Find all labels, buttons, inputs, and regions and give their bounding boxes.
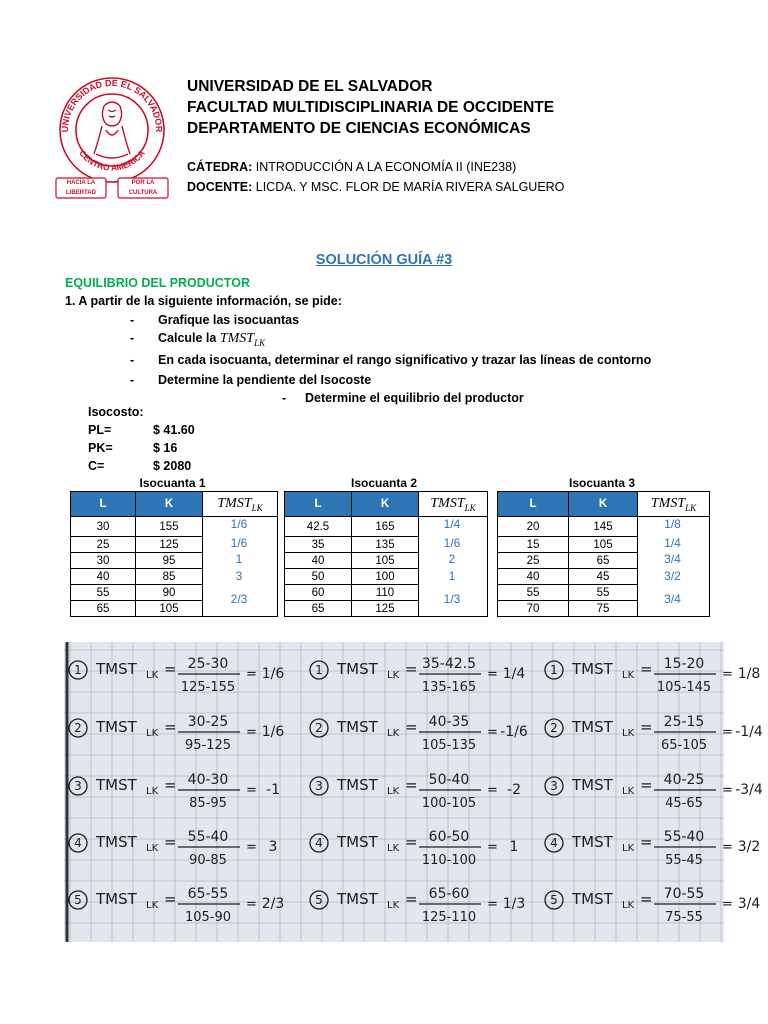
svg-text:2/3: 2/3: [261, 896, 285, 912]
cell-k: 155: [136, 517, 203, 537]
svg-text:100-105: 100-105: [421, 796, 477, 811]
cell-k: 85: [136, 569, 203, 585]
cell-k: 125: [352, 601, 419, 617]
svg-text:TMST: TMST: [572, 833, 613, 851]
svg-text:3/2: 3/2: [737, 839, 761, 855]
svg-text:LK: LK: [387, 670, 400, 681]
cell-l: 40: [285, 553, 352, 569]
column-header-tmst: $TMST_{LK}$: [419, 492, 488, 517]
svg-text:90-85: 90-85: [189, 853, 227, 868]
svg-text:LK: LK: [387, 728, 400, 739]
svg-text:3: 3: [74, 779, 82, 793]
svg-text:2: 2: [74, 721, 82, 735]
cell-k: 135: [352, 537, 419, 553]
svg-text:TMST: TMST: [572, 776, 613, 794]
tmst-value: 1: [235, 552, 243, 566]
svg-text:TMST: TMST: [96, 718, 137, 736]
isocost-value: $ 41.60: [153, 423, 195, 437]
cell-k: 55: [569, 585, 638, 601]
bullet-text: Determine la pendiente del Isocoste: [158, 373, 372, 387]
column-header-k: K: [136, 492, 203, 517]
isocost-label: Isocosto:: [88, 405, 144, 419]
column-header-l: L: [71, 492, 136, 517]
cell-l: 70: [498, 601, 569, 617]
docente-label: DOCENTE:: [187, 180, 253, 194]
svg-text:TMST: TMST: [96, 890, 137, 908]
svg-text:LK: LK: [146, 900, 159, 911]
cell-k: 105: [352, 553, 419, 569]
svg-text:=: =: [722, 725, 733, 740]
svg-text:-3/4: -3/4: [735, 782, 763, 798]
handwritten-solutions-photo: [64, 642, 763, 942]
cell-l: 60: [285, 585, 352, 601]
svg-text:=: =: [164, 890, 177, 908]
svg-text:=: =: [164, 718, 177, 736]
cell-l: 30: [71, 517, 136, 537]
svg-text:TMST: TMST: [337, 890, 378, 908]
tmst-value: 3/4: [664, 552, 681, 566]
svg-text:25-15: 25-15: [663, 714, 705, 730]
tmst-value: 2/3: [230, 592, 248, 606]
svg-text:55-40: 55-40: [663, 829, 705, 845]
svg-text:=: =: [246, 667, 257, 682]
svg-text:=: =: [405, 776, 418, 794]
svg-text:=: =: [640, 890, 653, 908]
svg-text:TMST: TMST: [96, 660, 137, 678]
bullet-item: - En cada isocuanta, determinar el rango significativo y trazar las líneas de contorno: [130, 353, 652, 367]
svg-text:TMST: TMST: [572, 890, 613, 908]
tmst-value: 1/4: [664, 536, 681, 550]
column-header-l: L: [285, 492, 352, 517]
svg-text:LK: LK: [622, 728, 635, 739]
svg-text:-1/4: -1/4: [735, 724, 763, 740]
cell-l: 35: [285, 537, 352, 553]
svg-text:40-25: 40-25: [663, 772, 705, 788]
svg-text:=: =: [246, 783, 257, 798]
svg-text:=: =: [722, 667, 733, 682]
svg-text:85-95: 85-95: [189, 796, 227, 811]
docente-line: [187, 180, 564, 194]
svg-text:1/4: 1/4: [502, 666, 526, 682]
cell-l: 20: [498, 517, 569, 537]
cell-l: 65: [71, 601, 136, 617]
svg-text:105-135: 105-135: [421, 738, 477, 753]
cell-k: 145: [569, 517, 638, 537]
svg-text:1: 1: [509, 839, 519, 855]
svg-text:3: 3: [268, 839, 278, 855]
svg-text:LK: LK: [146, 728, 159, 739]
svg-text:55-45: 55-45: [665, 853, 703, 868]
svg-text:-1: -1: [266, 782, 280, 798]
catedra-label: CÁTEDRA:: [187, 160, 253, 174]
svg-text:70-55: 70-55: [663, 886, 705, 902]
svg-text:=: =: [164, 660, 177, 678]
svg-text:105-145: 105-145: [656, 680, 712, 695]
bullet-item: - Grafique las isocuantas: [130, 313, 300, 327]
svg-text:1: 1: [315, 663, 323, 677]
svg-text:=: =: [487, 897, 498, 912]
svg-text:5: 5: [315, 893, 323, 907]
question-1: 1. A partir de la siguiente información, se pide:: [65, 294, 342, 308]
cell-l: 40: [498, 569, 569, 585]
bullet-item: - Calcule la $TMST_{LK}$: [130, 331, 266, 348]
svg-text:2: 2: [550, 721, 558, 735]
svg-text:4: 4: [315, 836, 323, 850]
department-title: DEPARTAMENTO DE CIENCIAS ECONÓMICAS: [187, 120, 531, 137]
isoquant-1-title: Isocuanta 1: [139, 476, 206, 490]
svg-text:40-30: 40-30: [187, 772, 229, 788]
tmst-value: 1/4: [443, 517, 461, 531]
svg-text:LK: LK: [622, 670, 635, 681]
bullet-item: - Determine la pendiente del Isocoste: [130, 373, 372, 387]
cell-l: 65: [285, 601, 352, 617]
svg-text:LK: LK: [622, 786, 635, 797]
cell-k: 45: [569, 569, 638, 585]
svg-text:TMST: TMST: [572, 660, 613, 678]
cell-k: 100: [352, 569, 419, 585]
cell-l: 55: [71, 585, 136, 601]
isocost-name: PL=: [88, 423, 112, 437]
isocost-value: $ 16: [153, 441, 178, 455]
svg-text:1/8: 1/8: [737, 666, 761, 682]
svg-text:4: 4: [550, 836, 558, 850]
svg-text:=: =: [722, 840, 733, 855]
column-header-k: K: [352, 492, 419, 517]
svg-text:=: =: [722, 897, 733, 912]
tmst-symbol: $TMST_{LK}$: [219, 331, 266, 348]
svg-text:25-30: 25-30: [187, 656, 229, 672]
cell-k: 105: [569, 537, 638, 553]
svg-text:LK: LK: [387, 786, 400, 797]
university-seal-logo: UNIVERSIDAD DE EL SALVADOR CENTRO AMERICA HACIA LA LIBERTAD POR LA CULTURA: [54, 70, 170, 212]
solution-title: SOLUCIÓN GUÍA #3: [315, 252, 453, 268]
svg-text:110-100: 110-100: [421, 853, 477, 868]
cell-k: 75: [569, 601, 638, 617]
catedra-line: [187, 160, 516, 174]
bullet-text: Grafique las isocuantas: [158, 313, 300, 327]
tmst-value: 3/4: [664, 592, 681, 606]
svg-text:30-25: 30-25: [187, 714, 229, 730]
svg-text:=: =: [487, 725, 498, 740]
tmst-value: 1/6: [443, 536, 461, 550]
svg-text:=: =: [722, 783, 733, 798]
bullet-text: En cada isocuanta, determinar el rango significativo y trazar las líneas de contorno: [158, 353, 652, 367]
svg-text:75-55: 75-55: [665, 910, 703, 925]
svg-text:40-35: 40-35: [428, 714, 470, 730]
svg-text:=: =: [405, 890, 418, 908]
svg-text:=: =: [640, 660, 653, 678]
svg-text:=: =: [405, 833, 418, 851]
cell-l: 50: [285, 569, 352, 585]
cell-l: 25: [71, 537, 136, 553]
svg-text:65-60: 65-60: [428, 886, 470, 902]
column-header-k: K: [569, 492, 638, 517]
tmst-value: 1/8: [664, 517, 681, 531]
svg-text:15-20: 15-20: [663, 656, 705, 672]
svg-text:LK: LK: [622, 900, 635, 911]
column-header-tmst: $TMST_{LK}$: [638, 492, 710, 517]
svg-text:TMST: TMST: [96, 833, 137, 851]
isocost-name: PK=: [88, 441, 113, 455]
isocost-name: C=: [88, 459, 105, 473]
tmst-value: 1/6: [230, 517, 248, 531]
svg-text:=: =: [246, 840, 257, 855]
tmst-value: 1/3: [443, 592, 461, 606]
svg-text:=: =: [405, 718, 418, 736]
cell-k: 95: [136, 553, 203, 569]
svg-text:1: 1: [74, 663, 82, 677]
svg-text:35-42.5: 35-42.5: [421, 656, 477, 672]
svg-text:55-40: 55-40: [187, 829, 229, 845]
svg-text:95-125: 95-125: [184, 738, 232, 753]
tmst-value: 3/2: [664, 569, 681, 583]
svg-text:1: 1: [550, 663, 558, 677]
isoquant-2-title: Isocuanta 2: [350, 476, 418, 490]
column-header-l: L: [498, 492, 569, 517]
svg-text:TMST: TMST: [337, 660, 378, 678]
bullet-item: - Determine el equilibrio del productor: [282, 391, 524, 405]
svg-text:TMST: TMST: [337, 718, 378, 736]
tmst-value: 1: [448, 569, 456, 583]
section-title: EQUILIBRIO DEL PRODUCTOR: [65, 276, 250, 290]
svg-text:1/3: 1/3: [502, 896, 526, 912]
isocost-value: $ 2080: [153, 459, 192, 473]
svg-text:=: =: [164, 833, 177, 851]
svg-text:1/6: 1/6: [261, 666, 285, 682]
svg-text:TMST: TMST: [96, 776, 137, 794]
svg-text:4: 4: [74, 836, 82, 850]
faculty-title: FACULTAD MULTIDISCIPLINARIA DE OCCIDENTE: [187, 99, 555, 116]
svg-text:=: =: [487, 840, 498, 855]
university-title: UNIVERSIDAD DE EL SALVADOR: [187, 78, 433, 95]
tmst-value: 1/6: [230, 536, 248, 550]
cell-k: 110: [352, 585, 419, 601]
isoquant-3-title: Isocuanta 3: [568, 476, 636, 490]
svg-text:65-105: 65-105: [660, 738, 708, 753]
svg-text:TMST: TMST: [337, 833, 378, 851]
svg-text:1/6: 1/6: [261, 724, 285, 740]
svg-text:5: 5: [74, 893, 82, 907]
svg-text:=: =: [487, 667, 498, 682]
tmst-value: 2: [448, 552, 456, 566]
svg-text:TMST: TMST: [337, 776, 378, 794]
svg-text:65-55: 65-55: [187, 886, 229, 902]
column-header-tmst: $TMST_{LK}$: [203, 492, 278, 517]
svg-text:=: =: [640, 833, 653, 851]
cell-k: 125: [136, 537, 203, 553]
svg-text:=: =: [246, 897, 257, 912]
svg-text:105-90: 105-90: [184, 910, 232, 925]
svg-text:3/4: 3/4: [737, 896, 761, 912]
svg-text:-2: -2: [507, 782, 521, 798]
svg-text:LK: LK: [146, 843, 159, 854]
cell-l: 25: [498, 553, 569, 569]
svg-text:125-110: 125-110: [421, 910, 477, 925]
cell-l: 15: [498, 537, 569, 553]
svg-text:=: =: [640, 776, 653, 794]
svg-text:LK: LK: [387, 843, 400, 854]
svg-text:LK: LK: [146, 670, 159, 681]
svg-text:LK: LK: [622, 843, 635, 854]
svg-text:60-50: 60-50: [428, 829, 470, 845]
bullet-text: Determine el equilibrio del productor: [305, 391, 524, 405]
svg-text:2: 2: [315, 721, 323, 735]
cell-k: 65: [569, 553, 638, 569]
catedra-value: INTRODUCCIÓN A LA ECONOMÍA II (INE238): [252, 160, 517, 174]
svg-text:LK: LK: [387, 900, 400, 911]
svg-text:135-165: 135-165: [421, 680, 477, 695]
cell-l: 55: [498, 585, 569, 601]
svg-text:50-40: 50-40: [428, 772, 470, 788]
bullet-text: Calcule la: [158, 331, 217, 345]
cell-l: 30: [71, 553, 136, 569]
svg-text:LK: LK: [146, 786, 159, 797]
tmst-value: 3: [235, 569, 243, 583]
svg-text:UNIVERSIDAD DE EL SALVADOR: UNIVERSIDAD DE EL SALVADOR: [59, 77, 165, 133]
svg-text:=: =: [405, 660, 418, 678]
svg-text:=: =: [164, 776, 177, 794]
svg-text:5: 5: [550, 893, 558, 907]
svg-text:=: =: [640, 718, 653, 736]
svg-text:3: 3: [550, 779, 558, 793]
svg-text:TMST: TMST: [572, 718, 613, 736]
docente-value: LICDA. Y MSC. FLOR DE MARÍA RIVERA SALGUERO: [252, 180, 565, 194]
svg-text:CENTRO AMERICA: CENTRO AMERICA: [77, 148, 147, 173]
svg-text:125-155: 125-155: [180, 680, 236, 695]
svg-text:=: =: [487, 783, 498, 798]
svg-text:3: 3: [315, 779, 323, 793]
svg-text:=: =: [246, 725, 257, 740]
cell-k: 90: [136, 585, 203, 601]
cell-k: 165: [352, 517, 419, 537]
cell-l: 40: [71, 569, 136, 585]
svg-text:45-65: 45-65: [665, 796, 703, 811]
cell-k: 105: [136, 601, 203, 617]
svg-text:-1/6: -1/6: [500, 724, 528, 740]
cell-l: 42.5: [285, 517, 352, 537]
